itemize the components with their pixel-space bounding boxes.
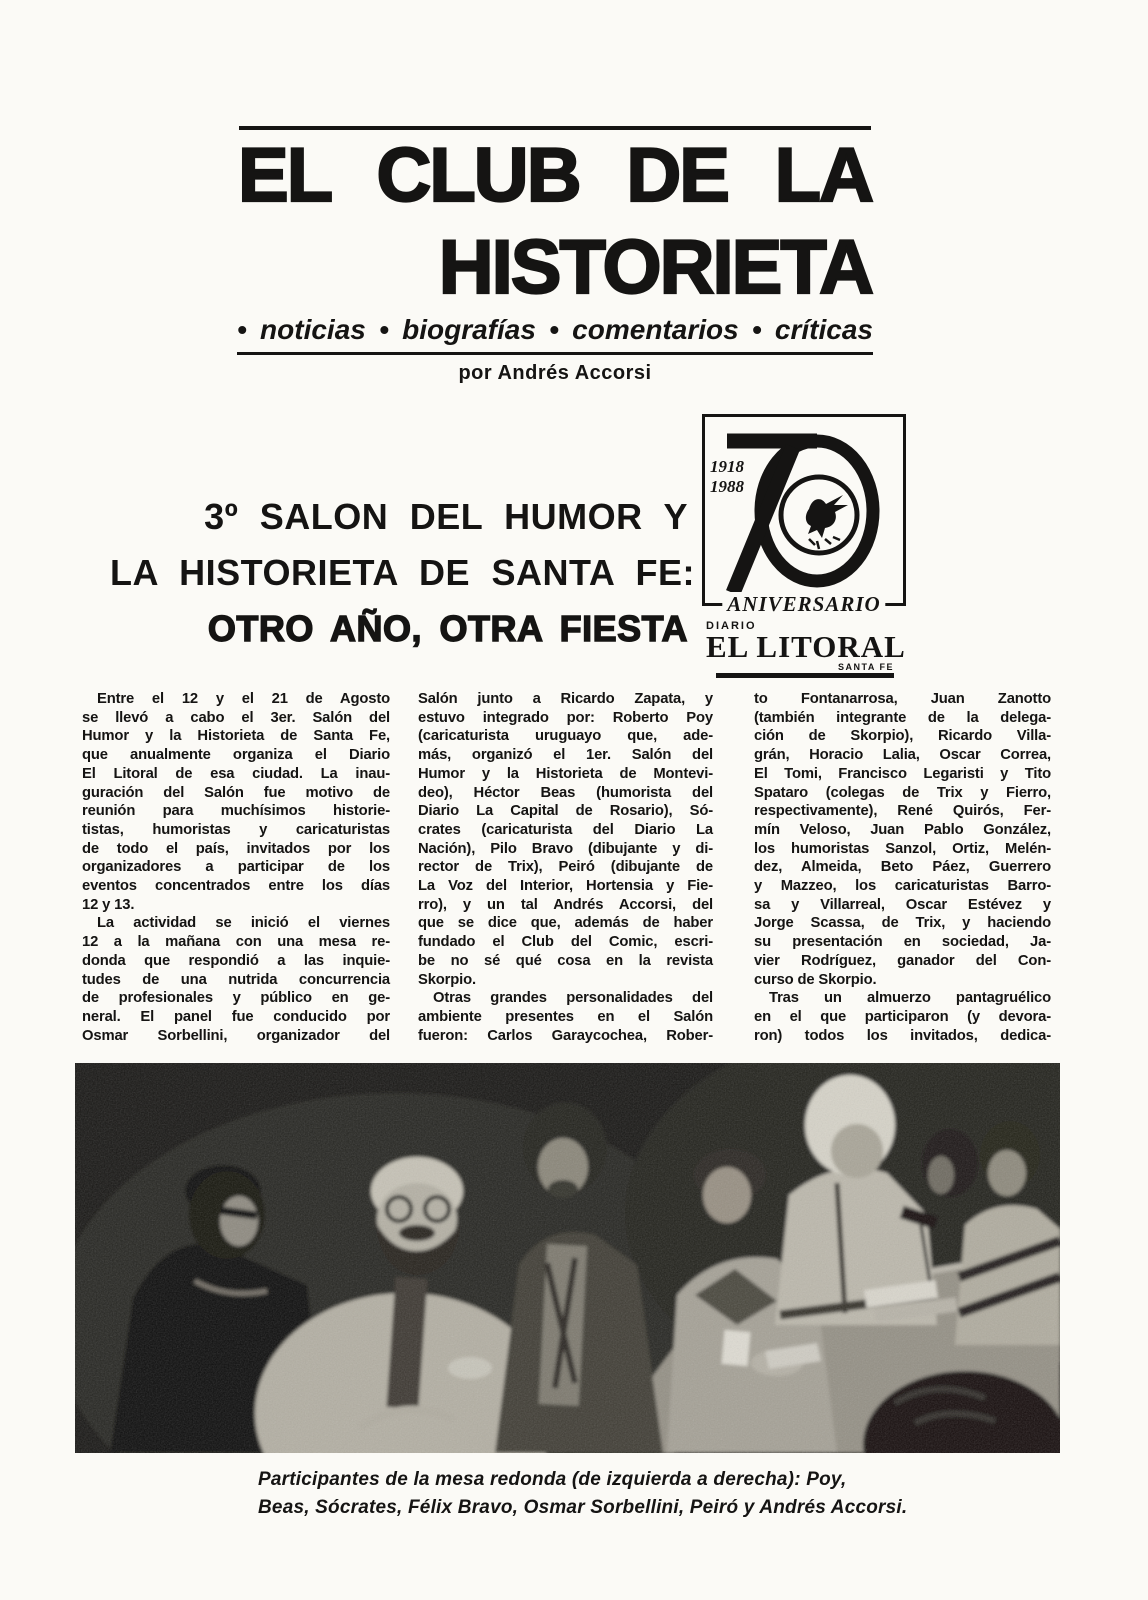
text-line: Salón junto a Ricardo Zapata, y: [418, 691, 713, 707]
text-line: más, organizó el 1er. Salón del: [418, 747, 713, 764]
photo-illustration: [75, 1063, 1060, 1453]
text-line: ción de Skorpio), Ricardo Villa-: [754, 728, 1051, 745]
text-line: Otras grandes personalidades del: [433, 990, 713, 1007]
paragraph: [754, 989, 1051, 1045]
text-line: La Voz del Interior, Hortensia y Fie-: [418, 878, 713, 895]
article-body: [0, 690, 1148, 1055]
text-line: tistas, humoristas y caricaturistas: [82, 821, 390, 838]
text-line: El Litoral de esa ciudad. La inau-: [82, 765, 390, 782]
text-line: deo), Héctor Beas (humorista del: [418, 784, 713, 801]
text-line: curso de Skorpio.: [754, 971, 877, 988]
text-line: mín Veloso, Juan Pablo González,: [754, 821, 1051, 838]
article-column-2: [418, 690, 713, 1045]
text-line: 12 y 13.: [82, 896, 135, 913]
text-line: (caricaturista uruguayo que, ade-: [418, 728, 713, 745]
text-line: to Fontanarrosa, Juan Zanotto: [754, 691, 1051, 707]
text-line: que anualmente organiza el Diario: [82, 747, 390, 764]
text-line: neral. El panel fue conducido por: [82, 1008, 390, 1025]
text-line: Entre el 12 y el 21 de Agosto: [97, 691, 390, 707]
anniversary-years: [710, 457, 744, 497]
text-line: Nación), Pilo Bravo (dibujante y di-: [418, 840, 713, 857]
newspaper-rule: [716, 673, 894, 678]
text-line: grán, Horacio Lalia, Oscar Correa,: [754, 747, 1051, 764]
text-line: 12 a la mañana con una mesa re-: [82, 934, 390, 951]
text-line: de profesionales y público en ge-: [82, 990, 390, 1007]
text-line: Osmar Sorbellini, organizador del: [82, 1027, 390, 1044]
text-line: donda que respondió a las inquie-: [82, 952, 390, 969]
text-line: fueron: Carlos Garaycochea, Rober-: [418, 1027, 713, 1044]
article-column-1: [82, 690, 390, 1045]
page-title-line1: EL CLUB DE LA: [238, 133, 872, 218]
paragraph: [82, 690, 390, 914]
text-line: eventos concentrados entre los días: [82, 878, 390, 895]
roundtable-photo: [75, 1063, 1060, 1453]
text-line: El Tomi, Francisco Legaristi y Tito: [754, 765, 1051, 782]
photo-caption-line1: Participantes de la mesa redonda (de izquierda a derecha): Poy,: [258, 1469, 847, 1490]
article-column-3: [754, 690, 1051, 1045]
year-start: 1918: [710, 457, 744, 476]
photo-caption-line2: Beas, Sócrates, Félix Bravo, Osmar Sorbellini, Peiró y Andrés Accorsi.: [258, 1497, 908, 1518]
anniversary-logo-box: [702, 414, 906, 616]
text-line: Tras un almuerzo pantagruélico: [769, 990, 1051, 1007]
text-line: Spataro (colegas de Trix y Fierro,: [754, 784, 1051, 801]
text-line: La actividad se inició el viernes: [97, 915, 390, 932]
masthead-subtitle: • noticias • biografías • comentarios • críticas: [237, 314, 873, 345]
text-line: su presentación en sociedad, Ja-: [754, 934, 1051, 951]
masthead-bottom-rule: [237, 352, 873, 355]
text-line: vier Rodríguez, ganador del Con-: [754, 952, 1051, 969]
year-end: 1988: [710, 477, 744, 496]
text-line: crates (caricaturista del Diario La: [418, 821, 713, 838]
paragraph: [418, 989, 713, 1045]
headline-line1: 3º SALON DEL HUMOR Y: [204, 496, 688, 537]
text-line: sa y Villarreal, Oscar Estévez y: [754, 896, 1051, 913]
text-line: Diario La Capital de Rosario), Só-: [418, 803, 713, 820]
text-line: reunión para muchísimos historie-: [82, 803, 390, 820]
text-line: los humoristas Sanzol, Ortiz, Melén-: [754, 840, 1051, 857]
text-line: respectivamente), René Quirós, Fer-: [754, 803, 1051, 820]
paragraph: [754, 690, 1051, 989]
byline: por Andrés Accorsi: [458, 362, 652, 384]
page-title-line2: HISTORIETA: [438, 225, 872, 310]
text-line: fundado el Club del Comic, escri-: [418, 934, 713, 951]
text-line: dez, Almeida, Beto Páez, Guerrero: [754, 859, 1051, 876]
newspaper-name: EL LITORAL: [706, 629, 906, 664]
text-line: be no sé qué cosa en la revista: [418, 952, 713, 969]
headline-line3: OTRO AÑO, OTRA FIESTA: [207, 608, 688, 649]
text-line: (también integrante de la delega-: [754, 709, 1051, 726]
anniversary-logo: [702, 414, 906, 678]
text-line: rector de Trix), Peiró (dibujante de: [418, 859, 713, 876]
text-line: Skorpio.: [418, 971, 476, 988]
text-line: estuvo integrado por: Roberto Poy: [418, 709, 713, 726]
text-line: en el que participaron (y devora-: [754, 1008, 1051, 1025]
photo-caption: [258, 1466, 948, 1522]
text-line: Humor y la Historieta de Montevi-: [418, 765, 713, 782]
text-line: guración del Salón fue motivo de: [82, 784, 390, 801]
text-line: que se dice que, además de haber: [418, 915, 713, 932]
text-line: organizadores a participar de los: [82, 859, 390, 876]
text-line: de todo el país, invitados por los: [82, 840, 390, 857]
paragraph: [418, 690, 713, 989]
text-line: Jorge Scassa, de Trix, y haciendo: [754, 915, 1051, 932]
text-line: se llevó a cabo el 3er. Salón del: [82, 709, 390, 726]
text-line: y Mazzeo, los caricaturistas Barro-: [754, 878, 1051, 895]
seventy-numeral-icon: [705, 417, 903, 597]
text-line: Humor y la Historieta de Santa Fe,: [82, 728, 390, 745]
paragraph: [82, 914, 390, 1045]
text-line: ambiente presentes en el Salón: [418, 1008, 713, 1025]
page-title: [238, 130, 872, 314]
newspaper-kicker: DIARIO: [706, 620, 757, 632]
article-headline: [110, 489, 695, 657]
text-line: tudes de una nutrida concurrencia: [82, 971, 390, 988]
text-line: ron) todos los invitados, dedica-: [754, 1027, 1051, 1044]
headline-line2: LA HISTORIETA DE SANTA FE:: [110, 552, 695, 593]
anniversary-label: ANIVERSARIO: [722, 592, 885, 617]
text-line: rro), y un tal Andrés Accorsi, del: [418, 896, 713, 913]
newspaper-city: SANTA FE: [838, 662, 894, 672]
